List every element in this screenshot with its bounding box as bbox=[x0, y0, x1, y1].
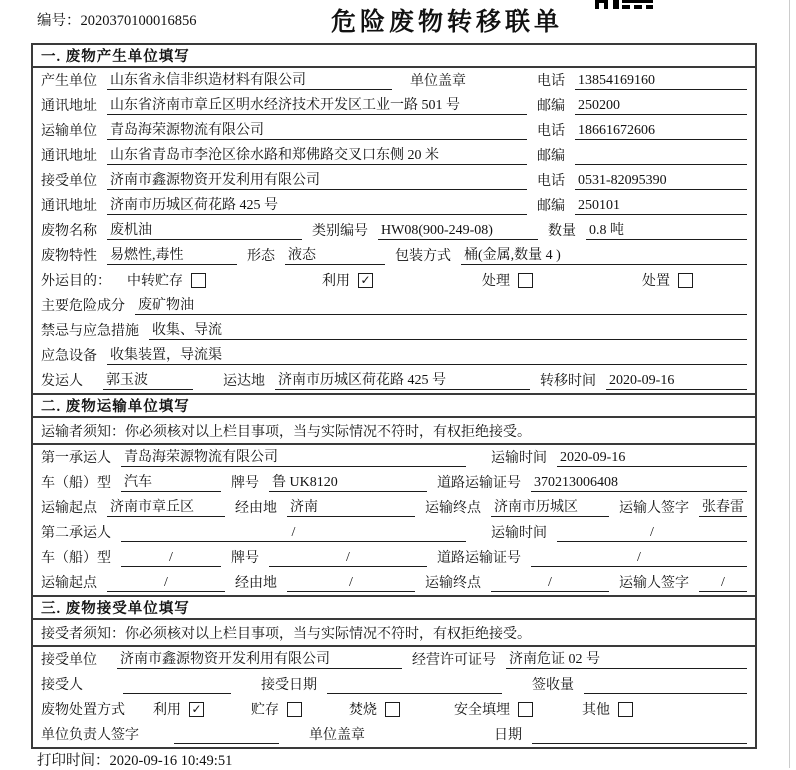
field-label: 运输时间 bbox=[491, 451, 547, 466]
form-row bbox=[33, 268, 755, 293]
checkbox-item bbox=[349, 699, 444, 719]
notice-text: 接受者须知：你必须核对以上栏目事项，当与实际情况不符时，有权拒绝接受。 bbox=[33, 620, 755, 647]
field-label: 废物处置方式 bbox=[41, 703, 125, 718]
field-label: 接受人 bbox=[41, 678, 83, 693]
field-value: 济南市鑫源物资开发利用有限公司 bbox=[107, 169, 527, 190]
field-value: 郭玉波 bbox=[103, 369, 193, 390]
field-value: / bbox=[121, 550, 221, 567]
field-value: 济南市历城区荷花路 425 号 bbox=[107, 194, 527, 215]
section-heading: 三. 废物接受单位填写 bbox=[33, 597, 755, 620]
checkbox-item bbox=[127, 270, 312, 290]
checkbox-checked: ✓ bbox=[189, 702, 204, 717]
checkbox-label: 安全填埋 bbox=[454, 703, 510, 718]
form-row bbox=[33, 722, 755, 747]
form-row bbox=[33, 93, 755, 118]
checkbox-item bbox=[251, 699, 339, 719]
checkbox-label: 处理 bbox=[482, 274, 510, 289]
field-label: 运输终点 bbox=[425, 501, 481, 516]
form-row bbox=[33, 495, 755, 520]
checkbox-item bbox=[482, 270, 632, 290]
section-heading: 二. 废物运输单位填写 bbox=[33, 395, 755, 418]
field-value: / bbox=[699, 575, 747, 592]
field-value: 收集装置，导流渠 bbox=[107, 344, 747, 365]
field-label: 第二承运人 bbox=[41, 526, 111, 541]
checkbox-unchecked bbox=[287, 702, 302, 717]
field-label: 产生单位 bbox=[41, 74, 97, 89]
checkbox-item bbox=[642, 270, 693, 290]
form-row bbox=[33, 445, 755, 470]
checkbox-unchecked bbox=[618, 702, 633, 717]
field-value: 废矿物油 bbox=[135, 294, 747, 315]
field-label: 签收量 bbox=[532, 678, 574, 693]
field-label: 运达地 bbox=[223, 374, 265, 389]
form-section-1 bbox=[33, 45, 755, 393]
field-value: 收集、导流 bbox=[149, 319, 747, 340]
field-label: 外运目的： bbox=[41, 274, 111, 289]
serial-number: 2020370100016856 bbox=[80, 13, 197, 29]
field-value: 济南市鑫源物资开发利用有限公司 bbox=[117, 648, 402, 669]
notice-text: 运输者须知：你必须核对以上栏目事项，当与实际情况不符时，有权拒绝接受。 bbox=[33, 418, 755, 445]
checkbox-unchecked bbox=[518, 273, 533, 288]
field-value: / bbox=[269, 550, 427, 567]
field-label: 经由地 bbox=[235, 501, 277, 516]
field-label: 日期 bbox=[494, 728, 522, 743]
form-row bbox=[33, 570, 755, 595]
field-value: 2020-09-16 bbox=[557, 450, 747, 467]
field-label: 运输起点 bbox=[41, 576, 97, 591]
form-row bbox=[33, 118, 755, 143]
form-row bbox=[33, 318, 755, 343]
field-label: 数量 bbox=[548, 224, 576, 239]
form-row bbox=[33, 168, 755, 193]
field-value: 鲁 UK8120 bbox=[269, 471, 427, 492]
field-label: 车（船）型 bbox=[41, 551, 111, 566]
checkbox-label: 中转贮存 bbox=[127, 274, 183, 289]
form-row bbox=[33, 672, 755, 697]
field-value: / bbox=[121, 525, 466, 542]
form-row bbox=[33, 193, 755, 218]
field-label: 经由地 bbox=[235, 576, 277, 591]
field-value: 0531-82095390 bbox=[575, 173, 747, 190]
checkbox-item bbox=[582, 699, 633, 719]
checkbox-item bbox=[454, 699, 572, 719]
print-time-label: 打印时间： bbox=[37, 753, 110, 769]
static-text: 单位盖章 bbox=[410, 74, 466, 89]
serial-number-line bbox=[37, 9, 197, 30]
field-value: / bbox=[531, 550, 747, 567]
checkbox-item bbox=[322, 270, 472, 290]
field-value: 山东省永信非织造材料有限公司 bbox=[107, 69, 392, 90]
field-label: 道路运输证号 bbox=[437, 476, 521, 491]
form-section-3 bbox=[33, 595, 755, 747]
field-label: 禁忌与应急措施 bbox=[41, 324, 139, 339]
field-label: 电话 bbox=[537, 74, 565, 89]
field-value: 青岛海荣源物流有限公司 bbox=[121, 446, 466, 467]
field-label: 接受单位 bbox=[41, 174, 97, 189]
field-value bbox=[584, 693, 747, 694]
field-value: / bbox=[491, 575, 609, 592]
form-row bbox=[33, 470, 755, 495]
field-value: 济南危证 02 号 bbox=[506, 648, 747, 669]
form-row bbox=[33, 343, 755, 368]
static-text: 单位盖章 bbox=[309, 728, 365, 743]
field-label: 废物特性 bbox=[41, 249, 97, 264]
checkbox-item bbox=[153, 699, 241, 719]
checkbox-label: 处置 bbox=[642, 274, 670, 289]
field-value bbox=[532, 743, 747, 744]
transfer-form bbox=[31, 43, 757, 749]
field-label: 运输人签字 bbox=[619, 501, 689, 516]
form-row bbox=[33, 68, 755, 93]
field-value: / bbox=[287, 575, 415, 592]
checkbox-unchecked bbox=[678, 273, 693, 288]
field-label: 电话 bbox=[537, 174, 565, 189]
field-label: 运输人签字 bbox=[619, 576, 689, 591]
field-label: 运输单位 bbox=[41, 124, 97, 139]
field-value: 青岛海荣源物流有限公司 bbox=[107, 119, 527, 140]
field-label: 单位负责人签字 bbox=[41, 728, 139, 743]
checkbox-label: 贮存 bbox=[251, 703, 279, 718]
field-label: 包装方式 bbox=[395, 249, 451, 264]
field-value: 250101 bbox=[575, 198, 747, 215]
field-value: 0.8 吨 bbox=[586, 219, 747, 240]
form-row bbox=[33, 243, 755, 268]
field-value: 济南 bbox=[287, 496, 415, 517]
field-value: HW08(900-249-08) bbox=[378, 223, 538, 240]
field-label: 通讯地址 bbox=[41, 199, 97, 214]
field-value: 18661672606 bbox=[575, 123, 747, 140]
field-label: 道路运输证号 bbox=[437, 551, 521, 566]
field-label: 接受单位 bbox=[41, 653, 97, 668]
form-row bbox=[33, 545, 755, 570]
checkbox-label: 利用 bbox=[153, 703, 181, 718]
field-value: 250200 bbox=[575, 98, 747, 115]
field-label: 类别编号 bbox=[312, 224, 368, 239]
serial-label: 编号： bbox=[37, 13, 81, 29]
form-row bbox=[33, 520, 755, 545]
field-label: 转移时间 bbox=[540, 374, 596, 389]
checkbox-checked: ✓ bbox=[358, 273, 373, 288]
field-value: 液态 bbox=[285, 244, 385, 265]
field-value bbox=[327, 693, 502, 694]
field-value: / bbox=[557, 525, 747, 542]
form-row bbox=[33, 218, 755, 243]
field-label: 电话 bbox=[537, 124, 565, 139]
field-value: 370213006408 bbox=[531, 475, 747, 492]
field-value: 山东省青岛市李沧区徐水路和郑佛路交叉口东侧 20 米 bbox=[107, 144, 527, 165]
field-value: / bbox=[107, 575, 225, 592]
checkbox-label: 利用 bbox=[322, 274, 350, 289]
field-value: 济南市历城区荷花路 425 号 bbox=[275, 369, 530, 390]
field-label: 经营许可证号 bbox=[412, 653, 496, 668]
form-row bbox=[33, 293, 755, 318]
form-row bbox=[33, 647, 755, 672]
field-value bbox=[174, 743, 279, 744]
form-row bbox=[33, 143, 755, 168]
field-label: 通讯地址 bbox=[41, 149, 97, 164]
field-label: 应急设备 bbox=[41, 349, 97, 364]
print-time-value: 2020-09-16 10:49:51 bbox=[109, 753, 233, 769]
checkbox-unchecked bbox=[518, 702, 533, 717]
field-label: 车（船）型 bbox=[41, 476, 111, 491]
field-label: 牌号 bbox=[231, 476, 259, 491]
checkbox-label: 其他 bbox=[582, 703, 610, 718]
field-label: 第一承运人 bbox=[41, 451, 111, 466]
section-heading: 一. 废物产生单位填写 bbox=[33, 45, 755, 68]
field-value: 2020-09-16 bbox=[606, 373, 747, 390]
qr-code-fragment bbox=[595, 0, 657, 10]
field-value bbox=[575, 164, 747, 165]
field-label: 邮编 bbox=[537, 199, 565, 214]
print-time-line bbox=[37, 749, 232, 770]
field-value: 张春雷 bbox=[699, 496, 747, 517]
form-row bbox=[33, 368, 755, 393]
field-value: 废机油 bbox=[107, 219, 302, 240]
field-value: 济南市历城区 bbox=[491, 496, 609, 517]
checkbox-unchecked bbox=[385, 702, 400, 717]
field-value: 13854169160 bbox=[575, 73, 747, 90]
field-label: 通讯地址 bbox=[41, 99, 97, 114]
field-value: 济南市章丘区 bbox=[107, 496, 225, 517]
form-section-2 bbox=[33, 393, 755, 595]
field-value bbox=[123, 693, 231, 694]
field-label: 发运人 bbox=[41, 374, 83, 389]
field-label: 运输终点 bbox=[425, 576, 481, 591]
page-title: 危险废物转移联单 bbox=[331, 9, 564, 36]
field-value: 汽车 bbox=[121, 471, 221, 492]
field-label: 形态 bbox=[247, 249, 275, 264]
field-value: 易燃性,毒性 bbox=[107, 244, 237, 265]
checkbox-label: 焚烧 bbox=[349, 703, 377, 718]
field-label: 废物名称 bbox=[41, 224, 97, 239]
field-label: 主要危险成分 bbox=[41, 299, 125, 314]
field-label: 接受日期 bbox=[261, 678, 317, 693]
field-label: 运输时间 bbox=[491, 526, 547, 541]
field-value: 山东省济南市章丘区明水经济技术开发区工业一路 501 号 bbox=[107, 94, 527, 115]
field-label: 邮编 bbox=[537, 99, 565, 114]
checkbox-unchecked bbox=[191, 273, 206, 288]
form-row bbox=[33, 697, 755, 722]
field-label: 邮编 bbox=[537, 149, 565, 164]
field-value: 桶(金属,数量 4 ) bbox=[461, 244, 747, 265]
page-edge-line bbox=[789, 0, 790, 768]
field-label: 运输起点 bbox=[41, 501, 97, 516]
field-label: 牌号 bbox=[231, 551, 259, 566]
